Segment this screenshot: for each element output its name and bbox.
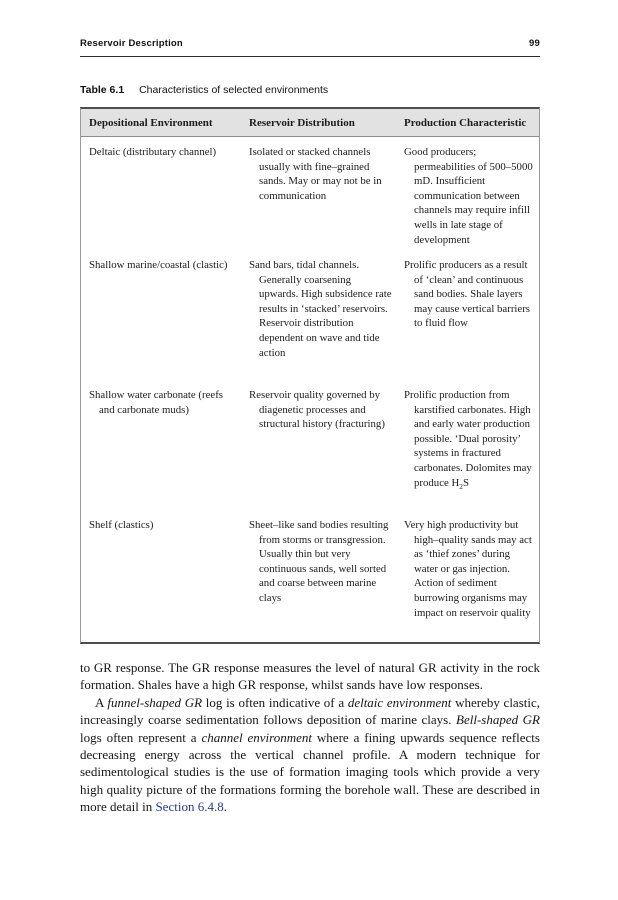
cell-depositional-environment: Shelf (clastics) <box>89 519 154 531</box>
table-caption <box>80 84 540 96</box>
cell-production-characteristic: Good producers; permeabilities of 500–5000 mD. Insufficient communication between channels may require infill wells in late stage of development <box>404 146 533 246</box>
cell-production-characteristic: Very high productivity but high–quality sands may act as ‘thief zones’ during water or gas injection. Action of sediment burrowing organisms may impact on reservoir quality <box>404 519 532 619</box>
cell-reservoir-distribution: Isolated or stacked channels usually with fine–grained sands. May or may not be in communication <box>249 146 382 202</box>
page-header <box>80 38 540 57</box>
column-header-production-characteristic: Production Characteristic <box>404 116 527 129</box>
running-head: Reservoir Description <box>80 38 183 49</box>
production-text-end: S <box>462 476 469 489</box>
table-header-row <box>81 109 539 137</box>
page-number: 99 <box>529 38 540 49</box>
table-caption-text: Characteristics of selected environments <box>139 84 329 96</box>
paragraph-gr-response: to GR response. The GR response measures the level of natural GR activity in the rock formation. Shales have a high GR response, whilst sands have low responses. <box>80 660 540 693</box>
table-row <box>81 250 539 380</box>
environments-table <box>80 107 540 644</box>
h2s-subscript: 2 <box>459 481 463 491</box>
cell-reservoir-distribution: Reservoir quality governed by diagenetic processes and structural history (fracturing) <box>249 389 385 431</box>
cell-production-characteristic: Prolific producers as a result of ‘clean’ and continuous sand bodies. Shale layers may cause vertical barriers to fluid flow <box>404 259 531 330</box>
table-row <box>81 137 539 250</box>
section-link[interactable]: Section 6.4.8 <box>155 799 224 815</box>
text-segment: logs often represent a <box>80 729 202 745</box>
italic-term-bell-shaped-gr: Bell-shaped GR <box>456 712 540 728</box>
table-caption-label: Table 6.1 <box>80 84 125 96</box>
body-text <box>80 659 540 816</box>
text-segment: where a fining upwards sequence reflects decreasing energy across the vertical channel profile. A modern technique for sedimentological studies is the use of formation imaging tools which provide a very high quality picture of the formations forming the borehole wall. These are described in more detail in <box>80 729 540 815</box>
paragraph-log-shapes <box>80 694 540 816</box>
italic-term-deltaic-environment: deltaic environment <box>347 694 452 710</box>
table-row <box>81 510 539 642</box>
text-segment: A <box>95 694 108 710</box>
production-text: Prolific production from karstified carbonates. High and early water production possible. ‘Dual porosity’ systems in fractured carbonates. Dolomites may produce H <box>404 389 532 489</box>
cell-reservoir-distribution: Sheet–like sand bodies resulting from storms or transgression. Usually thin but very continuous sands, well sorted and coarse between marine clays <box>249 519 389 604</box>
column-header-depositional-environment: Depositional Environment <box>89 116 213 129</box>
text-segment: whereby clastic, increasingly coarse sedimentation follows deposition of marine clays. <box>80 694 541 728</box>
cell-reservoir-distribution: Sand bars, tidal channels. Generally coarsening upwards. High subsidence rate results in ‘stacked’ reservoirs. Reservoir distribution dependent on wave and tide action <box>249 259 392 359</box>
cell-depositional-environment: Shallow water carbonate (reefs and carbonate muds) <box>89 389 223 416</box>
column-header-reservoir-distribution: Reservoir Distribution <box>249 116 355 129</box>
table-row <box>81 380 539 510</box>
cell-depositional-environment: Shallow marine/coastal (clastic) <box>89 259 228 271</box>
cell-production-characteristic <box>396 380 539 510</box>
page-content <box>80 38 540 816</box>
italic-term-channel-environment: channel environment <box>201 729 312 745</box>
cell-depositional-environment: Deltaic (distributary channel) <box>89 146 217 158</box>
italic-term-funnel-shaped-gr: funnel-shaped GR <box>107 694 203 710</box>
text-segment: . <box>223 799 227 815</box>
text-segment: log is often indicative of a <box>202 694 348 710</box>
